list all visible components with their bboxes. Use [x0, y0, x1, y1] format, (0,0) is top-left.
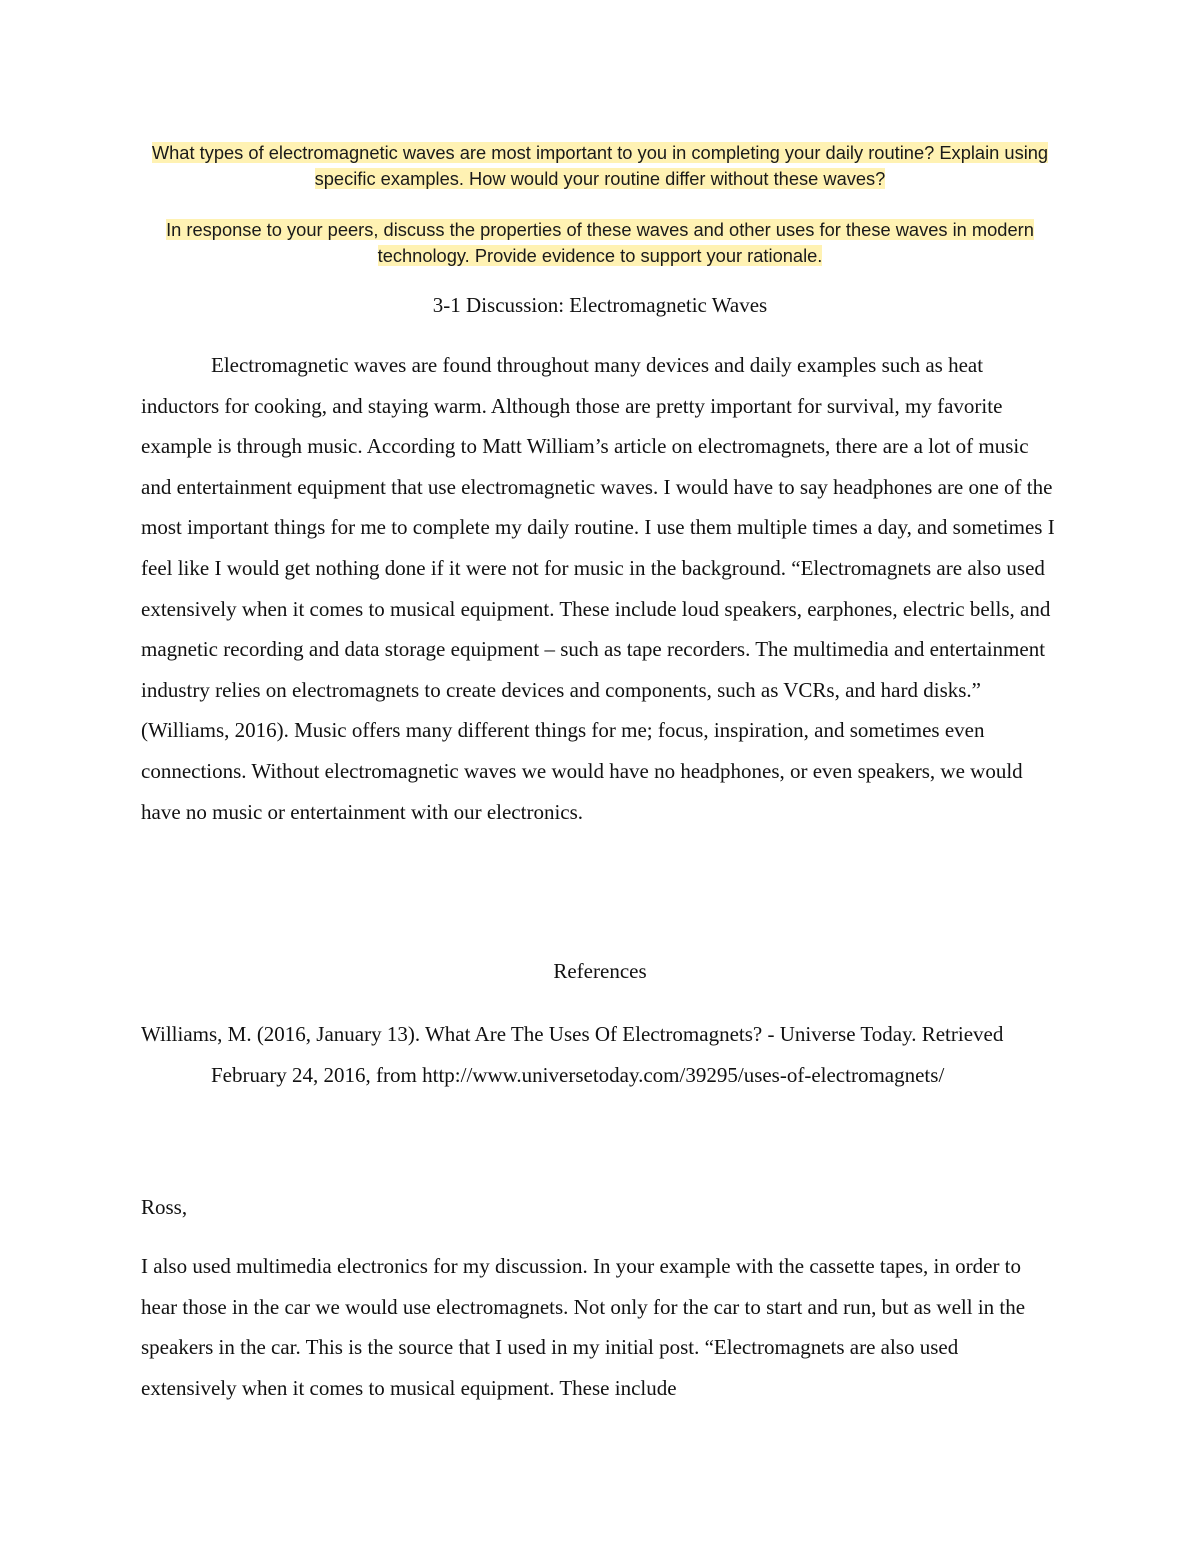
- reply-body-paragraph: I also used multimedia electronics for my discussion. In your example with the cassette tapes, in order to hear those in the car we would use electromagnets. Not only for the car to start and run, but as well in the speakers in the car. This is the source that I used in my initial post. “Electromagnets are also used extensively when it comes to musical equipment. These include: [141, 1254, 1026, 1400]
- discussion-prompt-peer-response: [120, 217, 1080, 269]
- discussion-prompt-question: [120, 140, 1080, 192]
- highlighted-prompt-text: What types of electromagnetic waves are most important to you in completing your daily routine? Explain using specific examples. How would your routine differ without these waves?: [151, 142, 1049, 189]
- highlighted-peer-instructions: In response to your peers, discuss the properties of these waves and other uses for these waves in modern technology. Provide evidence to support your rationale.: [166, 219, 1034, 266]
- references-heading: References: [553, 959, 647, 983]
- discussion-body-paragraph: Electromagnetic waves are found throughout many devices and daily examples such as heat inductors for cooking, and staying warm. Although those are pretty important for survival, my favorite example is through music. According to Matt William’s article on electromagnets, there are a lot of music and entertainment equipment that use electromagnetic waves. I would have to say headphones are one of the most important things for me to complete my daily routine. I use them multiple times a day, and sometimes I feel like I would get nothing done if it were not for music in the background. “Electromagnets are also used extensively when it comes to musical equipment. These include loud speakers, earphones, electric bells, and magnetic recording and data storage equipment – such as tape recorders. The multimedia and entertainment industry relies on electromagnets to create devices and components, such as VCRs, and hard disks.” (Williams, 2016). Music offers many different things for me; focus, inspiration, and sometimes even connections. Without electromagnetic waves we would have no headphones, or even speakers, we would have no music or entertainment with our electronics.: [141, 353, 1055, 824]
- document-title: 3-1 Discussion: Electromagnetic Waves: [432, 293, 768, 317]
- reply-salutation: Ross,: [141, 1195, 188, 1219]
- reference-entry: Williams, M. (2016, January 13). What Are The Uses Of Electromagnets? - Universe Today. Retrieved February 24, 2016, from http://www.universetoday.com/39295/uses-of-electromagnets/: [141, 1022, 1004, 1087]
